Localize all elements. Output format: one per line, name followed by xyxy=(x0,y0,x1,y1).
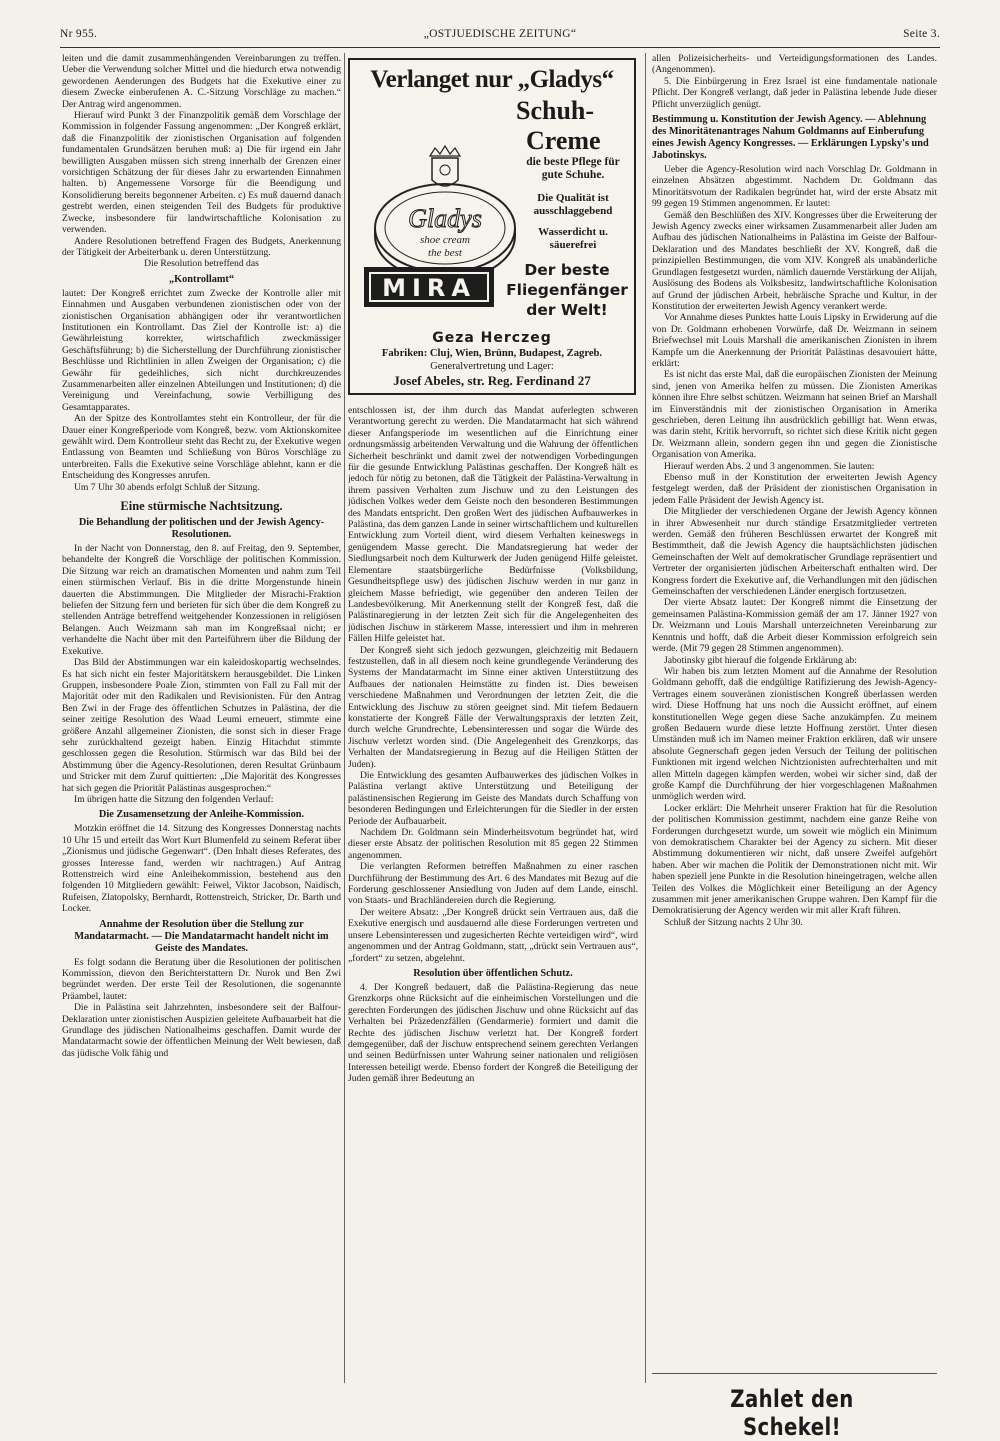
paragraph: entschlossen ist, der ihm durch das Mandat auferlegten schweren Verantwortung gerecht zu werden. Die Mandatarmacht hat sich während dieser Anfangsperiode im wesentlichen auf die Einrichtung einer ordnungsmässig arbeitenden Verwaltung und die Wahrung der öffentlichen Sicherheit beschränkt und damit zwei der notwendigen Vorbedingungen für die gesunde Entwicklung Palästinas geschaffen. Der Kongreß hält es jedoch für nötig zu betonen, daß die Tätigkeit der Palästina-Verwaltung in ihrem passiven Verhalten zum Jischuw und zu den Leistungen des jüdischen Volkes weder dem Geiste noch den besonderen Bestimmungen des Mandats entspricht. Den großen Wert des jüdischen Aufbauwerkes in Palästina, das dem ganzen Lande in seiner wirtschaftlichem und kulturellen Entwicklung zum Vorteil dient, wird diesem Verhalten keineswegs in genügendem Masse gerecht. Die Mandatsregierung hat weder der Siedlungsarbeit noch dem Kulturwerk der Juden genügend Hilfe geleistet. Elementare staatsbürgerliche Bedürfnisse (Volksbildung, Gesundheitspflege usw) des jüdischen Jischuw werden in nur ganz in gleichem Masse befriedigt, wie gegenüber den anderen Teilen der Landesbevölkerung. Mit Anerkennung stellt der Kongreß fest, daß die Palästinaregierung in der letzten Zeit sich für die Angelegenheiten des jüdischen Jischuw in stärkerem Masse, interessiert und ihm in mehreren Fällen Hilfe geleistet hat. xyxy=(348,405,638,645)
paragraph: Wir haben bis zum letzten Moment auf die Annahme der Resolution Goldmann gehofft, daß die endgültige Ratifizierung des Jewish-Agency-Vertrages einem souveränen zionistischen Kongreß überlassen werden wird. Diese Hoffnung hat uns noch die Aussicht eröffnet, auf einem konstitutionellen Wege gegen diese Sache anzukämpfen. Zu meinem großen Bedauern wurde diese letzte Hoffnung zerstört. Unter diesen Umständen muß ich im Namen meiner Fraktion erklären, daß wir unsere absolute Gegnerschaft gegen jeden Versuch der Teilung der politischen Funktionen mit irgend welchen Nichtzionisten aufrechterhalten und mit allen Mitteln dagegen kämpfen werden, wobei wir sicher sind, daß der große Kampf die Durchführung der hier vorgeschlagenen Maßnahmen unmöglich werden wird. xyxy=(652,665,937,803)
paragraph: Gemäß den Beschlüßen des XIV. Kongresses über die Erweiterung der Jewish Agency zwecks einer wirksamen Zusammenarbeit aller Juden am Aufbau des jüdischen Nationalheims in Palästina im Geiste der Balfour-Deklaration und des Mandates beschließt der XV. Kongreß, daß die prinzipiellen Bestimmungen, die vom XIV. Kongreß als unabänderliche Grundlagen festgesetzt wurden, nämlich dauernde Verstärkung der Alijah, Auslösung des Bodens als Volksbesitz, landwirtschaftliche Kolonisation auf Grund der jüdischen Arbeit, hebräische Sprache und Kultur, in der Konstitution der erweiterten Jewish Agency verankert werde. xyxy=(652,209,937,312)
paragraph: allen Polizeisicherheits- und Verteidigungsformationen des Landes. (Angenommen). xyxy=(652,53,937,76)
paragraph: Motzkin eröffnet die 14. Sitzung des Kongresses Donnerstag nachts 10 Uhr 15 und erteilt das Wort Kurt Blumenfeld zu seinem Referat über „Zionismus und jüdische Gegenwart“. (Den Inhalt dieses Referates, des grosses Interesse fand, werden wir nachtragen.) Auf Antrag Rottenstreich wird eine Anleihekommission, bestehend aus den folgenden 10 Mitgliedern gewählt: Feiwel, Viktor Jacobson, Naidisch, Rufeisen, Zlatopolsky, Bernhardt, Rottenstreich, Stricker, Dr. Barth und Locker. xyxy=(62,823,341,915)
paragraph: Die verlangten Reformen betreffen Maßnahmen zu einer raschen Durchführung der Bestimmung des Art. 6 des Mandates mit Bezug auf die Forderung geschlossener Ansiedlung von Juden auf dem Lande, einschl. von Staats- und Brachländereien durch die Regierung. xyxy=(348,861,638,907)
tin-line1: shoe cream xyxy=(420,234,470,246)
tin-brand: Gladys xyxy=(408,204,482,233)
paragraph: leiten und die damit zusammenhängenden Vereinbarungen zu treffen. Ueber die Verwendung solcher Mittel und die hiedurch etwa notwendig gewordenen Aenderungen des Budgets hat die Exekutive einer zu diesem Zwecke einberufenen A. C.-Sitzung Vorschläge zu machen.“ Der Antrag wird angenommen. xyxy=(62,53,341,110)
paragraph: 5. Die Einbürgerung in Erez Israel ist eine fundamentale nationale Pflicht. Der Kongreß verlangt, daß jeder in Palästina lebende Jude dieser Pflicht unverzüglich genügt. xyxy=(652,75,937,110)
paragraph: Um 7 Uhr 30 abends erfolgt Schluß der Sitzung. xyxy=(74,481,260,493)
newspaper-title: „OSTJUEDISCHE ZEITUNG“ xyxy=(423,28,577,40)
paragraph: Hierauf wird Punkt 3 der Finanzpolitik gemäß dem Vorschlage der Kommission in folgender Fassung angenommen: „Der Kongreß erklärt, daß die Finanzpolitik der zionistischen Organisation auf folgenden fundamentalen Grundsätzen beruhen muß: a) Die für irgend ein Jahr bewilligten Ausgaben müssen sich streng innerhalb der Grenzen einer vorsichtigen Schätzung der für dieses Jahr zu erwartenden Einnahmen halten. b) Angemessene Vorsorge für die Beendigung und Konsolidierung bereits begonnener Arbeiten. c) Es muß dauernd danach gestrebt werden, einen steigenden Teil des Budgets für produktive Zwecke, insbesondere für landwirtschaftliche Kolonisation zu verwenden. xyxy=(62,110,341,236)
paragraph: Vor Annahme dieses Punktes hatte Louis Lipsky in Erwiderung auf die von Dr. Goldmann erhobenen Vorwürfe, daß Dr. Weizmann in seinem Briefwechsel mit Louis Marshall die amerikanischen Zionisten in ihrem Kampfe um die Anerkennung der Priorität Palästinas desavouiert hätte, erklärt: xyxy=(652,312,937,369)
paragraph: Die Resolution betreffend das xyxy=(144,258,259,270)
paragraph: Im übrigen hatte die Sitzung den folgenden Verlauf: xyxy=(74,793,274,805)
heading-jewish-agency: Bestimmung u. Konstitution der Jewish Agency. — Ablehnung des Minoritätenantrages Nahum Goldmanns auf Einberufung eines Jewish Agency Kongresses. — Erklärungen Lypsky's und Jabotinskys. xyxy=(652,114,929,162)
advertisement-gladys xyxy=(348,58,636,395)
paragraph: Die Mitglieder der verschiedenen Organe der Jewish Agency können in ihrer Abwesenheit nur durch ständige Ersatzmitglieder vertreten werden. Gemäß den früheren Beschlüssen erwartet der Kongreß mit Bestimmtheit, daß die Jewish Agency die hauptsächlichsten jüdischen Gemeinschaften der Welt auf demokratischer Grundlage repräsentiert und Vertreter der organisierten jüdischen Arbeiterschaft enthalten wird. Der Kongress fordert die Exekutive auf, die Verhandlungen mit den jüdischen Gemeinschaften der verschiedenen Länder energisch fortzusetzen. xyxy=(652,506,937,598)
ad-product-line1: Schuh- xyxy=(516,96,595,125)
ad-headline: Verlanget nur „Gladys“ xyxy=(370,66,614,93)
ad-company: Geza Herczeg xyxy=(432,330,552,346)
ad-factories: Fabriken: Cluj, Wien, Brünn, Budapest, Zagreb. xyxy=(381,348,603,359)
heading-public-protection: Resolution über öffentlichen Schutz. xyxy=(413,967,573,979)
ad-description-waterproof: Wasserdicht u. säuerefrei xyxy=(538,226,608,251)
heading-night-session: Eine stürmische Nachtsitzung. xyxy=(120,499,283,514)
shoe-cream-tin-image xyxy=(370,130,520,280)
paragraph: lautet: Der Kongreß errichtet zum Zwecke der Kontrolle aller mit Einnahmen und Ausgaben verbundenen zionistischen oder von der zionistischen Organisation abhängigen oder ihr verantwortlichen Institutionen ein Kontrollamt. Das Ziel der Kontrolle ist: a) die Gewährleistung korrekter, wirtschaftlich zweckmässiger Geschäftsführung; b) die Sicherstellung der Durchführung zionistischer Beschlüsse und Richtlinien in allen Zweigen der Organisation; c) die Gewähr für gedeihliches, sich nicht durchkreuzendes Zusammenarbeiten aller einzelnen Abteilungen und Institutionen; d) die Vereinigung und Vereinfachung, sowie Verbilligung des Gesamtapparates. xyxy=(62,287,341,413)
paragraph: Ueber die Agency-Resolution wird nach Vorschlag Dr. Goldmann in einzelnen Absätzen abgestimmt. Nachdem Dr. Goldmann das Minoritätsvotum der Radikalen begründet hat, wird der erste Absatz mit 99 gegen 19 Stimmen angenommen. Er lautet: xyxy=(652,164,937,210)
page-number: Nr 955. xyxy=(60,28,98,40)
paragraph: Die in Palästina seit Jahrzehnten, insbesondere seit der Balfour-Deklaration unter zionistischen Auspizien geleitete Aufbauarbeit hat die Grundlage des jüdischen Nationalheims geschaffen. Damit wurde der Mandatarmacht sowie der öffentlichen Meinung der Welt bewiesen, daß das jüdische Volk fähig und xyxy=(62,1002,341,1059)
heading-kontrollamt: „Kontrollamt“ xyxy=(168,273,235,285)
paragraph: Andere Resolutionen betreffend Fragen des Budgets, Anerkennung der Tätigkeit der Arbeiterbank u. deren Unterstützung. xyxy=(62,235,341,258)
column-divider-1 xyxy=(344,53,345,1383)
paragraph: Der Kongreß sieht sich jedoch gezwungen, gleichzeitig mit Bedauern festzustellen, daß in all diesem noch keine grundlegende Veränderung des Systems der Mandatarmacht im Sinne einer aktiven Unterstützung des Aufbaues der nationalen Heimstätte zu finden ist. Dies beweisen verschiedene Maßnahmen und Verordnungen der letzten Zeit, die die Entwicklung des Jischuw zu stören geeignet sind. Mit tiefem Bedauern konstatierte der Kongreß Fälle der Verwaltungspraxis der letzten Zeit, durch welche Grundrechte, Lebensinteressen und sogar die Würde des Jischuw verletzt worden sind. (Die Angelegenheit des Grenzkorps, das Verhalten der Mandatsregierung in Bezug auf die Heiligen Stätten der Juden). xyxy=(348,644,638,770)
paragraph: In der Nacht von Donnerstag, den 8. auf Freitag, den 9. September, behandelte der Kongreß die Vorschläge der politischen Kommission. Die Sitzung war reich an dramatischen Momenten und nahm zum Teil einen stürmischen Verlauf. Bis in die dritte Morgenstunde hinein dauerten die Abstimmungen. Die Mitglieder der Misrachi-Fraktion beliefen der Sitzung fern und berieten für sich über die dem Kongreß zu stellenden Anträge betreffend weitgehender Konzessionen in religiösen Belangen. Auch Weizmann sah man im Kongreßsaal nicht; er verhandelte die Nacht über mit den Parteiführern über die Bildung der Exekutive. xyxy=(62,543,341,657)
paragraph: Das Bild der Abstimmungen war ein kaleidoskopartig wechselndes. Es hat sich nicht ein fester Majoritätskern herausgebildet. Die Linken Gruppen, insbesondere Poale Zion, stimmten von Fall zu Fall mit der Majorität oder mit den Radikalen und Revisionisten. Für den Antrag Ben Zwi in der Frage des öffentlichen Schutzes in Palästina, der die seiner zeitige Resolution des Waad Leumi erneuert, stimmte eine größere Anzahl allgemeiner Zionisten, die sonst sich in dieser Frage sehr zurückhaltend gezeigt haben. Einzig Hitachdut stimmte geschlossen gegen die Resolution. Stürmisch war das Bild bei der Abstimmung über die Agency-Resolutionen, deren Resultat Grünbaum und Stricker mit dem Zuruf quittierten: „Die Majorität des Kongresses hat sich gegen die Priorität Palästinas ausgesprochen.“ xyxy=(62,657,341,794)
heading-mandate-resolution: Annahme der Resolution über die Stellung zur Mandatarmacht. — Die Mandatarmacht handelt nicht im Geiste des Mandates. xyxy=(74,918,329,954)
ad-description-quality: Die Qualität ist ausschlaggebend xyxy=(533,192,613,217)
ad-agency: Generalvertretung und Lager: xyxy=(430,361,554,372)
paragraph: 4. Der Kongreß bedauert, daß die Palästina-Regierung das neue Grenzkorps ohne Rücksicht auf die einheimischen Vorstellungen und die gerechten Forderungen des jüdischen Jischuw und ohne Rücksicht auf das Verhalten bei Präzedenzfällen (Gendarmerie) formiert und damit die Rechte des jüdischen Jischuw verletzt hat. Der Kongreß fordert demgegenüber, daß der Jischuw entsprechend seinem gerechten Verlangen und seinen Bedürfnissen unter Wahrung seiner nationalen und religiösen Interessen beteiligt werde. Ebenso fordert der Kongreß die Beteiligung der Juden gemäß ihrer Bedeutung an xyxy=(348,981,638,1085)
paragraph: Es ist nicht das erste Mal, daß die europäischen Zionisten der Meinung sind, jenen von Amerika helfen zu müssen. Die Zionisten Amerikas können ihre Ehre selbst schützen. Weizmann hat seinen Brief an Marshall im Einverständnis mit der zionistischen Organisation in Amerika geschrieben, deren Leitung ihn ausdrücklich gebilligt hat. Wenn etwas, was darin steht, Kritik hervorruft, so richtet sich diese Kritik nicht gegen Dr. Weizmann allein, sondern gegen ihn und gegen die Zionistische Organisation von Amerika. xyxy=(652,369,937,461)
column-1 xyxy=(62,53,341,1383)
schekel-slogan: Zahlet den Schekel! xyxy=(730,1385,854,1441)
heading-loan-commission: Die Zusamensetzung der Anleihe-Kommission. xyxy=(98,809,305,821)
paragraph: Jabotinsky gibt hierauf die folgende Erklärung ab: xyxy=(664,654,857,666)
paragraph: Locker erklärt: Die Mehrheit unserer Fraktion hat für die Resolution der politischen Kommission gestimmt, nachdem eine ganze Reihe von Forderungen durchgesetzt wurde, um soweit wie möglich ein Minimum von demokratischem Charakter bei der Agency zu sichern. Mit dieser Abstimmung dokumentieren wir nicht, daß unsere Zweifel aufgehört haben. Aber wir machen die Politik der Demonstrationen nicht mit. Wir haben speziell jene Punkte in die Resolution hineingetragen, welche allen Teilen des Volkes die Möglichkeit einer Beteiligung an der Agency zusammen mit jener amerikanischen Gruppe wahren. Den Kampf für die Demokratisierung der Agency werden wir mit aller Kraft führen. xyxy=(652,802,937,917)
paragraph: Nachdem Dr. Goldmann sein Minderheitsvotum begründet hat, wird dieser erste Absatz der politischen Resolution mit 85 gegen 22 Stimmen angenommen. xyxy=(348,827,638,861)
paragraph: An der Spitze des Kontrollamtes steht ein Kontrolleur, der für die Dauer einer Kongreßperiode vom Kongreß, bezw. vom Aktionskomitee gewählt wird. Dem Kontrolleur steht das Recht zu, der Exekutive wegen Entlassung von Beamten und Schließung von Büros Vorschläge zu unterbreiten. Falls die Exekutive seine Vorschläge ablehnt, kann er die Entscheidung des Kongresses anrufen. xyxy=(62,413,341,482)
fly-catcher-text: Der beste Fliegenfänger der Welt! xyxy=(506,261,628,319)
column-3 xyxy=(652,53,937,1333)
paragraph: Die Entwicklung des gesamten Aufbauwerkes des jüdischen Volkes in Palästina verlangt aktive Unterstützung und Beteiligung der palästinensischen Regierung im Geiste des Mandats durch Schaffung von besonderen Bedingungen und Erleichterungen für die Siedler in der ersten Periode der Aufbauarbeit. xyxy=(348,770,638,827)
slogan-rule xyxy=(652,1373,937,1374)
ad-product-line2: Creme xyxy=(526,126,601,155)
column-divider-2 xyxy=(645,53,646,1383)
column-2 xyxy=(348,405,638,1380)
paragraph: Ebenso muß in der Konstitution der erweiterten Jewish Agency festgelegt werden, daß der Präsident der zionistischen Organisation in jedem Falle Präsident der Jewish Agency ist. xyxy=(652,472,937,506)
subheading-night-session: Die Behandlung der politischen und der Jewish Agency-Resolutionen. xyxy=(78,517,325,541)
mira-logo: MIRA xyxy=(364,267,494,307)
page-header xyxy=(60,28,940,46)
paragraph: Schluß der Sitzung nachts 2 Uhr 30. xyxy=(664,916,803,928)
paragraph: Der vierte Absatz lautet: Der Kongreß nimmt die Einsetzung der gemeinsamen Palästina-Kommission gemäß der am 17. Jänner 1927 von Dr. Weizmann und Louis Marshall unterzeichneten Vereinbarung zur Kenntnis und hofft, daß die Arbeit dieser Kommission erfolgreich sein werde. (Mit 79 gegen 28 Stimmen angenommen). xyxy=(652,597,937,655)
header-rule xyxy=(60,47,940,48)
page-label: Seite 3. xyxy=(903,28,940,40)
tin-line2: the best xyxy=(428,247,462,259)
ad-description-care: die beste Pflege für gute Schuhe. xyxy=(526,156,620,181)
paragraph: Es folgt sodann die Beratung über die Resolutionen der politischen Kommission, dievon den Berichterstattern Dr. Nurok und Ben Zwi begründet werden. Der erste Teil der Resolutionen, die sogenannte Präambel, lautet: xyxy=(62,956,341,1002)
paragraph: Hierauf werden Abs. 2 und 3 angenommen. Sie lauten: xyxy=(664,460,875,472)
ad-agent: Josef Abeles, str. Reg. Ferdinand 27 xyxy=(393,373,591,388)
paragraph: Der weitere Absatz: „Der Kongreß drückt sein Vertrauen aus, daß die Exekutive energisch und ausdauernd alle diese Forderungen vertreten und unsere Lebensinteressen und zugesicherten Rechte verteidigen wird“, wird angenommen und der Antrag Goldmann, statt, „drückt sein Vertrauen aus“, „fordert“ zu setzen, abgelehnt. xyxy=(348,906,638,964)
